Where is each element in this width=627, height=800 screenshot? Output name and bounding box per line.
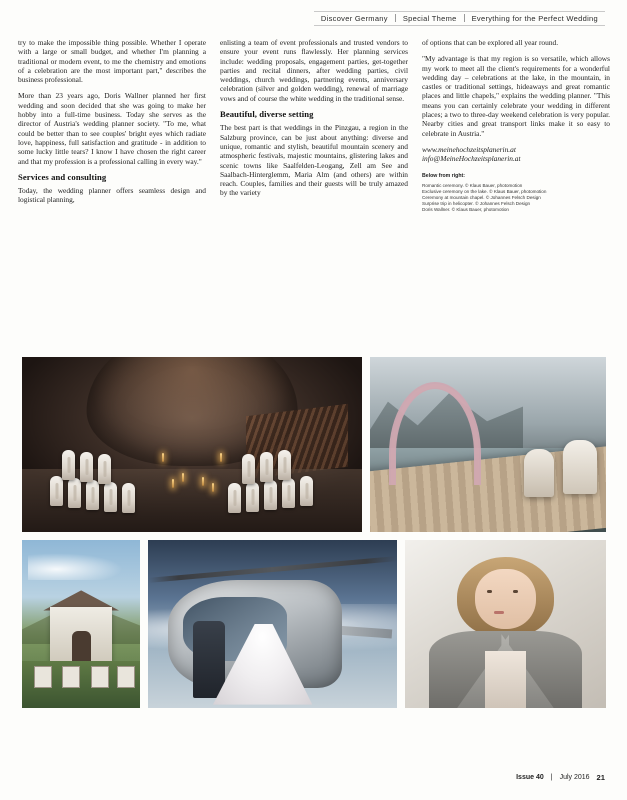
candle [202, 477, 204, 486]
subheading-setting: Beautiful, diverse setting [220, 109, 314, 120]
header-publication: Discover Germany [320, 13, 388, 23]
header-theme: Everything for the Perfect Wedding [471, 13, 598, 23]
page-footer [516, 773, 605, 782]
website-link[interactable]: www.meinehochzeitsplanerin.at [422, 144, 516, 154]
candle [212, 483, 214, 492]
footer-separator: | [550, 774, 553, 781]
cellar-scene [22, 357, 362, 532]
lake-scene [370, 357, 606, 532]
chair [282, 478, 295, 508]
chair [228, 483, 241, 513]
paragraph: The best part is that weddings in the Pinzgau, a region in the Salzburg province, can be just about anything: diverse and unique, romantic and stylish, beautiful mountain scenery and atmospheric festivals, majestic mountains, glistering lakes and scenic towns like Saalfelden-Leogang, Zell am See and Saalbach-Hinterglemm, Maria Alm (and others) are within reach. Couples, families and their guests will be truly amazed by the variety [220, 123, 408, 198]
issue-date: July 2016 [559, 774, 590, 781]
paragraph: try to make the impossible thing possible. Whether I operate with a large or small budget, and whether I'm planning a traditional or modern event, to me the chemistry and emotions of a celebration are the most important part," describes the business professional. [18, 38, 206, 85]
blouse [485, 651, 525, 708]
paragraph: enlisting a team of event professionals and trusted vendors to ensure your event runs flawlessly. Her planning services include: wedding proposals, engagement parties, get-together parties and recital dinners, after wedding parties, civil weddings, church weddings, partnering events, anniversary celebration (silver and golden wedding), renewal of marriage vows and of course the white wedding in the traditional sense. [220, 38, 408, 103]
candle [220, 453, 222, 462]
floral-arch [389, 382, 481, 485]
chair [62, 450, 75, 480]
chair [50, 476, 63, 506]
groom-figure [193, 621, 225, 698]
chapel-scene [22, 540, 140, 708]
photo-row-one [22, 357, 606, 532]
credit-line: Ceremony at mountain chapel. © Johannes Felsch Design [422, 195, 541, 201]
photo-credits [422, 183, 610, 213]
chair [246, 482, 259, 512]
paragraph: Today, the wedding planner offers seamless design and logistical planning, [18, 186, 206, 205]
chair [104, 482, 117, 512]
chair [122, 483, 135, 513]
chair [98, 454, 111, 484]
credit-line: Doris Wallner. © Klaus Bauer, photomotion [422, 207, 509, 213]
candle [182, 473, 184, 482]
photo-frame-prop [62, 666, 80, 688]
candle [162, 453, 164, 462]
photo-frame-prop [117, 666, 135, 688]
credits-heading: Below from right: [422, 172, 465, 179]
chair [80, 452, 93, 482]
credit-line: Surprise trip in helicopter. © Johannes Felsch Design [422, 201, 531, 207]
rotor-blade [149, 556, 397, 583]
credit-line: Exclusive ceremony on the lake. © Klaus Bauer, photomotion [422, 189, 547, 195]
paragraph: More than 23 years ago, Doris Wallner planned her first wedding and soon decided that she was going to make her hobby into a full-time business. Today she serves as the director of Austria's wedding planner society. "To me, what could be better than to see couples' bright eyes which radiate love, happiness, full satisfaction and gratitude - in addition to some lucky little tears? I know I have chosen the right career and that my profession is a professional calling in every way." [18, 91, 206, 166]
ceremony-chair [524, 449, 554, 497]
chair [242, 454, 255, 484]
column-one [18, 38, 206, 214]
chapel-door [72, 631, 91, 665]
helicopter-scene [148, 540, 397, 708]
header-breadcrumb [314, 11, 605, 26]
photo-romantic-ceremony-cellar [22, 357, 362, 532]
photo-doris-wallner-portrait [405, 540, 606, 708]
mouth [494, 611, 504, 614]
chair [68, 478, 81, 508]
photo-mountain-chapel [22, 540, 140, 708]
chair [264, 480, 277, 510]
header-section: Special Theme [402, 13, 457, 23]
paragraph: of options that can be explored all year round. [422, 38, 559, 47]
issue-label: Issue 40 [516, 774, 544, 781]
portrait-scene [405, 540, 606, 708]
page-header [0, 9, 627, 27]
column-two [220, 38, 408, 214]
chair [86, 480, 99, 510]
page-number: 21 [596, 773, 605, 782]
cloud [28, 553, 123, 580]
contact-block [422, 145, 610, 164]
email-link[interactable]: info@MeineHochzeitsplanerin.at [422, 154, 521, 164]
photo-frame-prop [91, 666, 109, 688]
photo-gallery [22, 357, 606, 708]
face [475, 569, 535, 629]
candle [172, 479, 174, 488]
paragraph: "My advantage is that my region is so versatile, which allows my work to meet all the client's requirements for a wonderful wedding day – celebrations at the lake, in the mountain, in castles or traditional settings, hideaways and great romantic places and little chapels," explains the wedding planner. "This means you can certainly celebrate your wedding in different places; a two to three-day weekend celebration is very popular. Nearby cities and great transport links make it so easy to celebrate in Austria." [422, 54, 610, 138]
article-columns [18, 38, 610, 214]
chair [278, 450, 291, 480]
ceremony-chair [563, 440, 597, 494]
eye-left [487, 590, 492, 593]
photo-helicopter-couple [148, 540, 397, 708]
column-three [422, 38, 610, 214]
subheading-services: Services and consulting [18, 171, 107, 182]
credit-line: Romantic ceremony. © Klaus Bauer, photomotion [422, 183, 523, 189]
chair [260, 452, 273, 482]
photo-row-two [22, 540, 606, 708]
photo-lakeside-ceremony [370, 357, 606, 532]
chair [300, 476, 313, 506]
photo-frame-prop [34, 666, 52, 688]
